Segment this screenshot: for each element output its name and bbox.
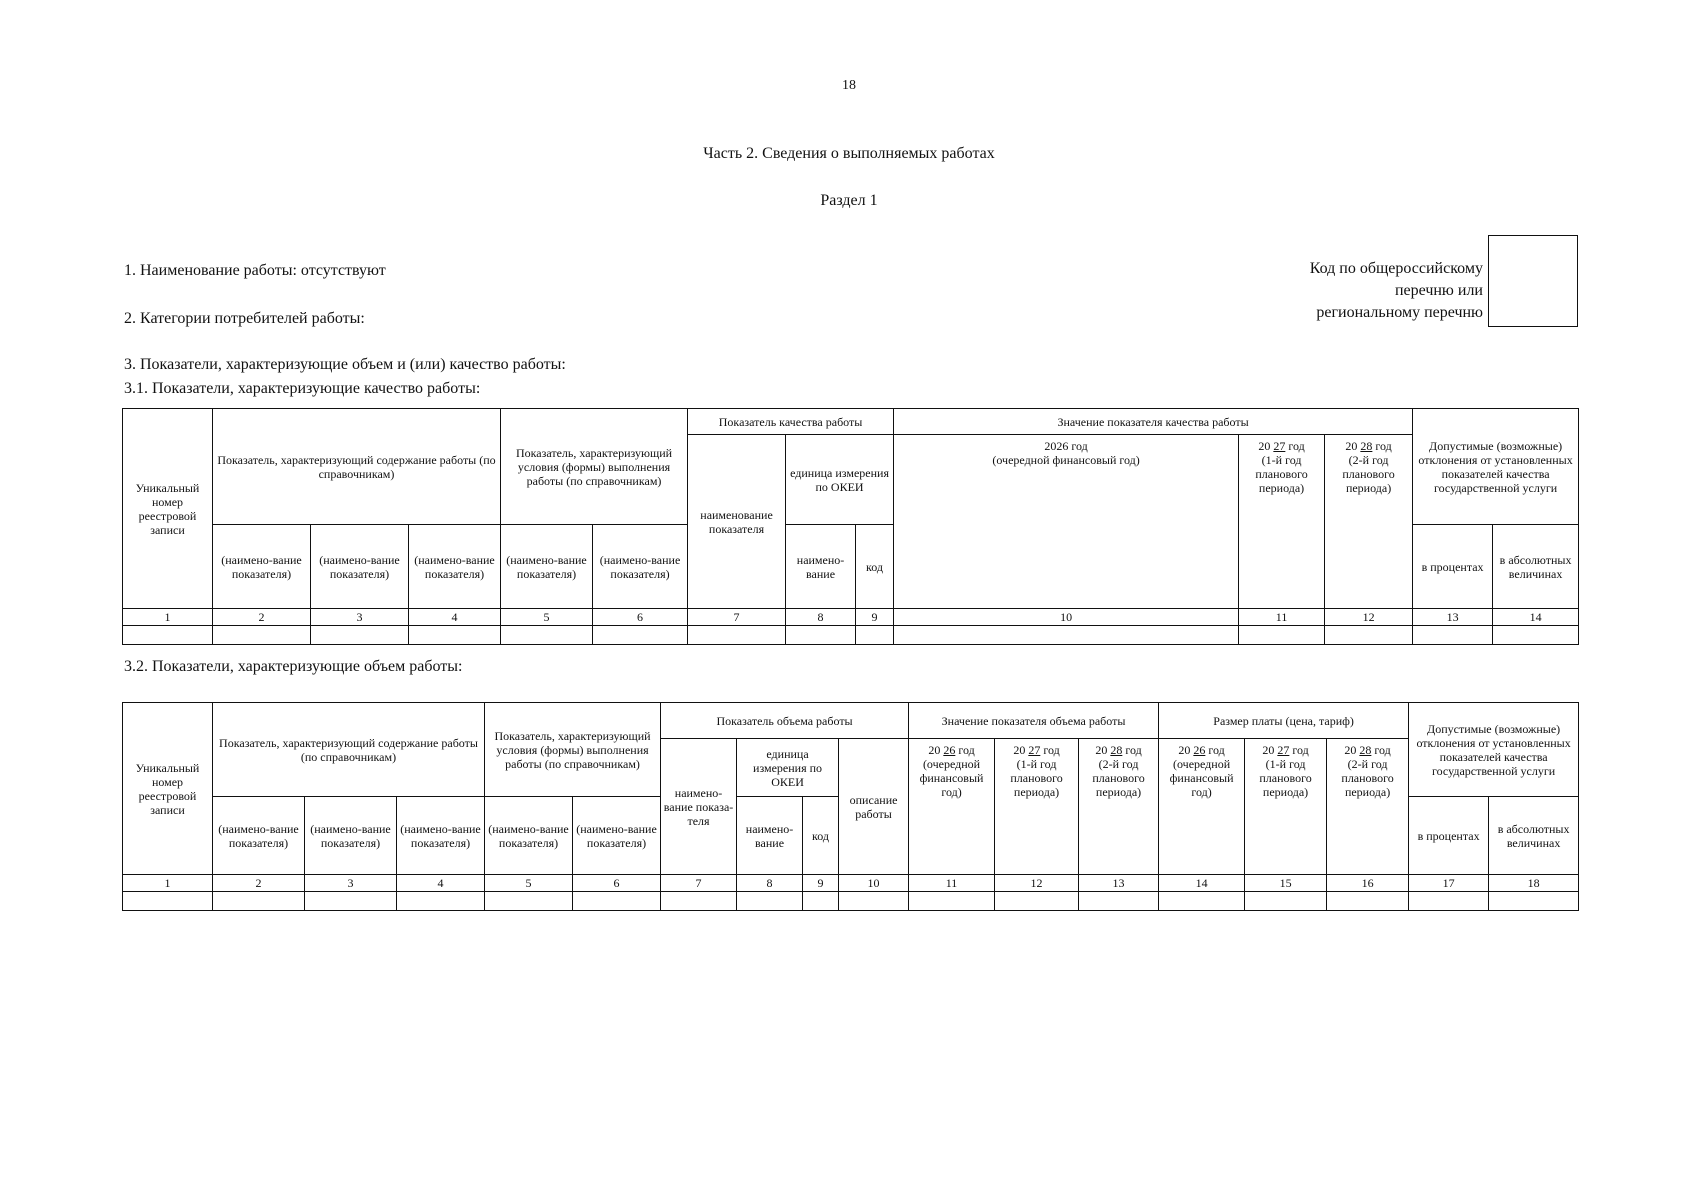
col-number: 5 [501,609,593,626]
col-number: 6 [593,609,688,626]
conditions-sub-2: (наимено-вание показателя) [593,525,688,609]
value-year-3-label: 20 28 год [1095,743,1142,757]
price-year-3-label: 20 28 год [1344,743,1391,757]
unit-code-header: код [803,797,839,875]
table-cell[interactable] [1245,892,1327,911]
table-cell[interactable] [894,626,1239,645]
col-number: 2 [213,875,305,892]
col-number: 17 [1409,875,1489,892]
content-sub-1: (наимено-вание показателя) [213,797,305,875]
unique-number-header: Уникальный номер реестровой записи [123,703,213,875]
section-title: Раздел 1 [820,192,878,209]
col-number: 8 [786,609,856,626]
table-cell[interactable] [305,892,397,911]
table-cell[interactable] [786,626,856,645]
table-cell[interactable] [995,892,1079,911]
conditions-sub-2: (наимено-вание показателя) [573,797,661,875]
table-cell[interactable] [688,626,786,645]
work-name-line: 1. Наименование работы: отсутствуют [124,262,386,279]
price-year-1-note: (очередной финансовый год) [1169,757,1234,799]
col-number: 11 [1239,609,1325,626]
table-cell[interactable] [123,892,213,911]
col-number: 14 [1159,875,1245,892]
conditions-sub-1: (наимено-вание показателя) [485,797,573,875]
work-description-header: описание работы [839,739,909,875]
table-cell[interactable] [1239,626,1325,645]
col-number: 12 [1325,609,1413,626]
conditions-sub-1: (наимено-вание показателя) [501,525,593,609]
year-1-header [894,435,1239,609]
value-year-2-header [995,739,1079,875]
deviation-percent-header: в процентах [1413,525,1493,609]
content-sub-1: (наимено-вание показателя) [213,525,311,609]
unit-okei-header: единица измерения по ОКЕИ [786,435,894,525]
year-2-header [1239,435,1325,609]
year-2-note: (1-й год планового периода) [1255,453,1308,495]
year-1-label: 2026 год [1044,439,1088,453]
table-cell[interactable] [1327,892,1409,911]
col-number: 18 [1489,875,1579,892]
col-number: 8 [737,875,803,892]
table-cell[interactable] [311,626,409,645]
volume-header: Показатель объема работы [661,703,909,739]
unit-name-header: наимено-вание [737,797,803,875]
volume-table [122,702,1579,911]
col-number: 4 [409,609,501,626]
quality-header: Показатель качества работы [688,409,894,435]
col-number: 14 [1493,609,1579,626]
unique-number-header: Уникальный номер реестровой записи [123,409,213,609]
col-number: 12 [995,875,1079,892]
price-year-1-header [1159,739,1245,875]
price-year-2-header [1245,739,1327,875]
col-number: 5 [485,875,573,892]
col-number: 7 [688,609,786,626]
table-cell[interactable] [397,892,485,911]
quality-indicators-heading: 3.1. Показатели, характеризующие качество работы: [124,380,481,397]
year-3-label: 20 28 год [1345,439,1392,453]
price-year-2-note: (1-й год планового периода) [1259,757,1312,799]
content-sub-3: (наимено-вание показателя) [397,797,485,875]
table-cell[interactable] [839,892,909,911]
col-number: 16 [1327,875,1409,892]
quality-table [122,408,1579,645]
code-box[interactable] [1488,235,1578,327]
table-cell[interactable] [803,892,839,911]
col-number: 10 [839,875,909,892]
table-cell[interactable] [213,626,311,645]
year-1-note: (очередной финансовый год) [992,453,1140,467]
table-cell[interactable] [485,892,573,911]
col-number: 13 [1079,875,1159,892]
col-number: 11 [909,875,995,892]
value-year-1-label: 20 26 год [928,743,975,757]
unit-okei-header: единица измерения по ОКЕИ [737,739,839,797]
table-cell[interactable] [737,892,803,911]
table-row [123,892,1579,911]
content-sub-2: (наимено-вание показателя) [311,525,409,609]
value-year-1-header [909,739,995,875]
content-header: Показатель, характеризующий содержание работы (по справочникам) [213,703,485,797]
value-year-1-note: (очередной финансовый год) [919,757,984,799]
indicators-heading: 3. Показатели, характеризующие объем и (или) качество работы: [124,356,566,373]
year-3-header [1325,435,1413,609]
price-year-3-note: (2-й год планового периода) [1341,757,1394,799]
value-year-3-note: (2-й год планового периода) [1092,757,1145,799]
value-year-2-label: 20 27 год [1013,743,1060,757]
price-year-2-label: 20 27 год [1262,743,1309,757]
price-year-3-header [1327,739,1409,875]
conditions-header: Показатель, характеризующий условия (формы) выполнения работы (по справочникам) [501,409,688,525]
table-cell[interactable] [409,626,501,645]
value-header: Значение показателя качества работы [894,409,1413,435]
table-cell[interactable] [1489,892,1579,911]
table-cell[interactable] [1493,626,1579,645]
conditions-header: Показатель, характеризующий условия (формы) выполнения работы (по справочникам) [485,703,661,797]
content-sub-3: (наимено-вание показателя) [409,525,501,609]
col-number: 3 [311,609,409,626]
table-cell[interactable] [573,892,661,911]
value-header: Значение показателя объема работы [909,703,1159,739]
code-label [1310,258,1483,324]
col-number: 10 [894,609,1239,626]
col-number: 7 [661,875,737,892]
table-cell[interactable] [213,892,305,911]
price-header: Размер платы (цена, тариф) [1159,703,1409,739]
col-number: 4 [397,875,485,892]
deviation-header: Допустимые (возможные) отклонения от установленных показателей качества государственной услуги [1409,703,1579,797]
year-3-note: (2-й год планового периода) [1342,453,1395,495]
deviation-absolute-header: в абсолютных величинах [1489,797,1579,875]
col-number: 9 [803,875,839,892]
table-cell[interactable] [501,626,593,645]
table-cell[interactable] [856,626,894,645]
deviation-absolute-header: в абсолютных величинах [1493,525,1579,609]
table-cell[interactable] [661,892,737,911]
col-number: 15 [1245,875,1327,892]
unit-name-header: наимено-вание [786,525,856,609]
part-title: Часть 2. Сведения о выполняемых работах [703,145,995,162]
year-2-label: 20 27 год [1258,439,1305,453]
col-number: 1 [123,609,213,626]
consumer-category-line: 2. Категории потребителей работы: [124,310,365,327]
table-cell[interactable] [1079,892,1159,911]
table-cell[interactable] [1159,892,1245,911]
col-number: 3 [305,875,397,892]
content-header: Показатель, характеризующий содержание работы (по справочникам) [213,409,501,525]
table-cell[interactable] [1409,892,1489,911]
col-number: 13 [1413,609,1493,626]
price-year-1-label: 20 26 год [1178,743,1225,757]
code-label-line-1: Код по общероссийскому [1309,260,1483,277]
col-number: 9 [856,609,894,626]
deviation-header: Допустимые (возможные) отклонения от установленных показателей качества государственной услуги [1413,409,1579,525]
table-cell[interactable] [1325,626,1413,645]
volume-indicators-heading: 3.2. Показатели, характеризующие объем работы: [124,658,463,675]
table-cell[interactable] [1413,626,1493,645]
unit-code-header: код [856,525,894,609]
col-number: 6 [573,875,661,892]
table-cell[interactable] [909,892,995,911]
col-number: 1 [123,875,213,892]
code-label-line-3: региональному перечню [1316,304,1483,321]
content-sub-2: (наимено-вание показателя) [305,797,397,875]
code-label-line-2: перечню или [1394,282,1483,299]
table-cell[interactable] [593,626,688,645]
value-year-2-note: (1-й год планового периода) [1010,757,1063,799]
indicator-name-header: наименование показателя [688,435,786,609]
table-cell[interactable] [123,626,213,645]
deviation-percent-header: в процентах [1409,797,1489,875]
page-number: 18 [842,78,856,93]
indicator-name-header: наимено-вание показа-теля [661,739,737,875]
value-year-3-header [1079,739,1159,875]
table-row [123,626,1579,645]
col-number: 2 [213,609,311,626]
